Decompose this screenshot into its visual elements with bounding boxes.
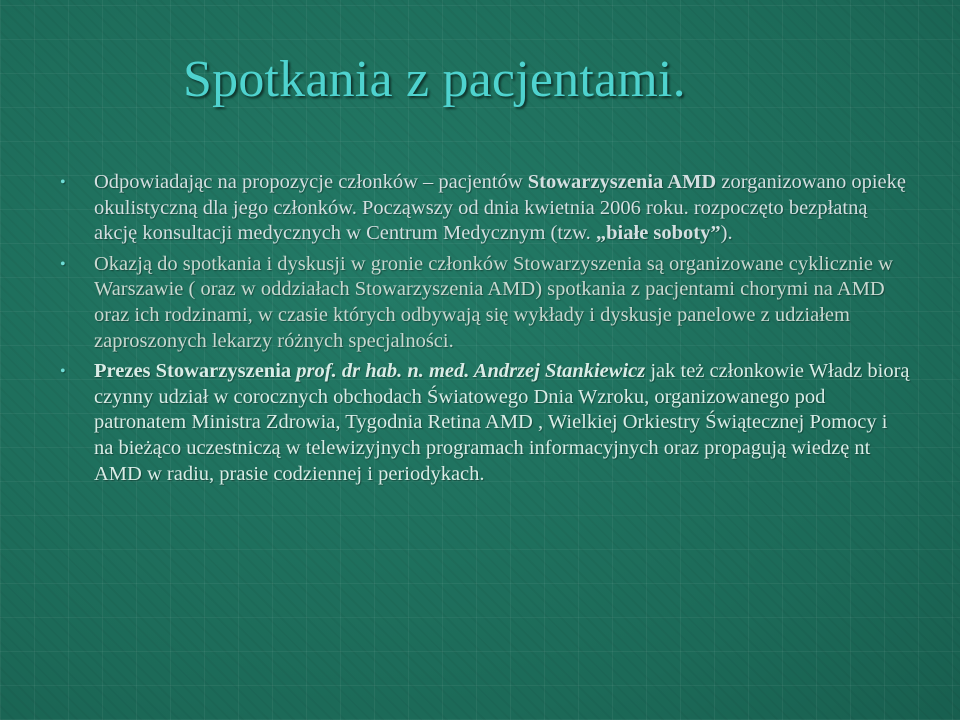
bullet-marker: •: [60, 174, 66, 191]
bullet-text: zorganizowano opiekę okulistyczną dla jego członków. Począwszy od dnia kwietnia 2006 roku. rozpoczęto bezpłatną akcję konsultacji medycznych w Centrum Medycznym (tzw.: [94, 171, 906, 245]
bullet-item-president: [60, 359, 910, 487]
bullet-item-meetings: [60, 252, 910, 354]
bullet-marker: •: [60, 363, 66, 381]
bullet-bold-text: Stowarzyszenia AMD: [527, 171, 717, 193]
bullet-item-consultations: [60, 170, 910, 247]
bullet-bolditalic-text: prof. dr hab. n. med. Andrzej Stankiewicz: [296, 360, 646, 383]
bullet-text: ).: [720, 222, 733, 245]
bullet-list: [60, 170, 910, 487]
bullet-marker: •: [60, 255, 66, 273]
bullet-text: Odpowiadając na propozycje członków – pacjentów: [94, 171, 528, 193]
bullet-text: jak też członkowie Władz biorą czynny udział w corocznych obchodach Światowego Dnia Wzroku, organizowanego pod patronatem Ministra Zdrowia, Tygodnia Retina AMD , Wielkiej Orkiestry Świątecznej Pomocy i na bieżąco uczestniczą w telewizyjnych programach informacyjnych oraz propagują wiedzę nt AMD w radiu, prasie codziennej i periodykach.: [94, 360, 910, 485]
bullet-text: Okazją do spotkania i dyskusji w gronie członków Stowarzyszenia są organizowane cyklicznie w Warszawie ( oraz w oddziałach Stowarzyszenia AMD) spotkania z pacjentami chorymi na AMD oraz ich rodzinami, w czasie których odbywają się wykłady i dyskusje panelowe z udziałem zaproszonych lekarzy różnych specjalności.: [94, 252, 893, 352]
bullet-bold-text: „białe soboty”: [595, 222, 721, 245]
slide-title: Spotkania z pacjentami.: [183, 51, 686, 108]
bullet-bold-text: Prezes Stowarzyszenia: [94, 360, 297, 383]
